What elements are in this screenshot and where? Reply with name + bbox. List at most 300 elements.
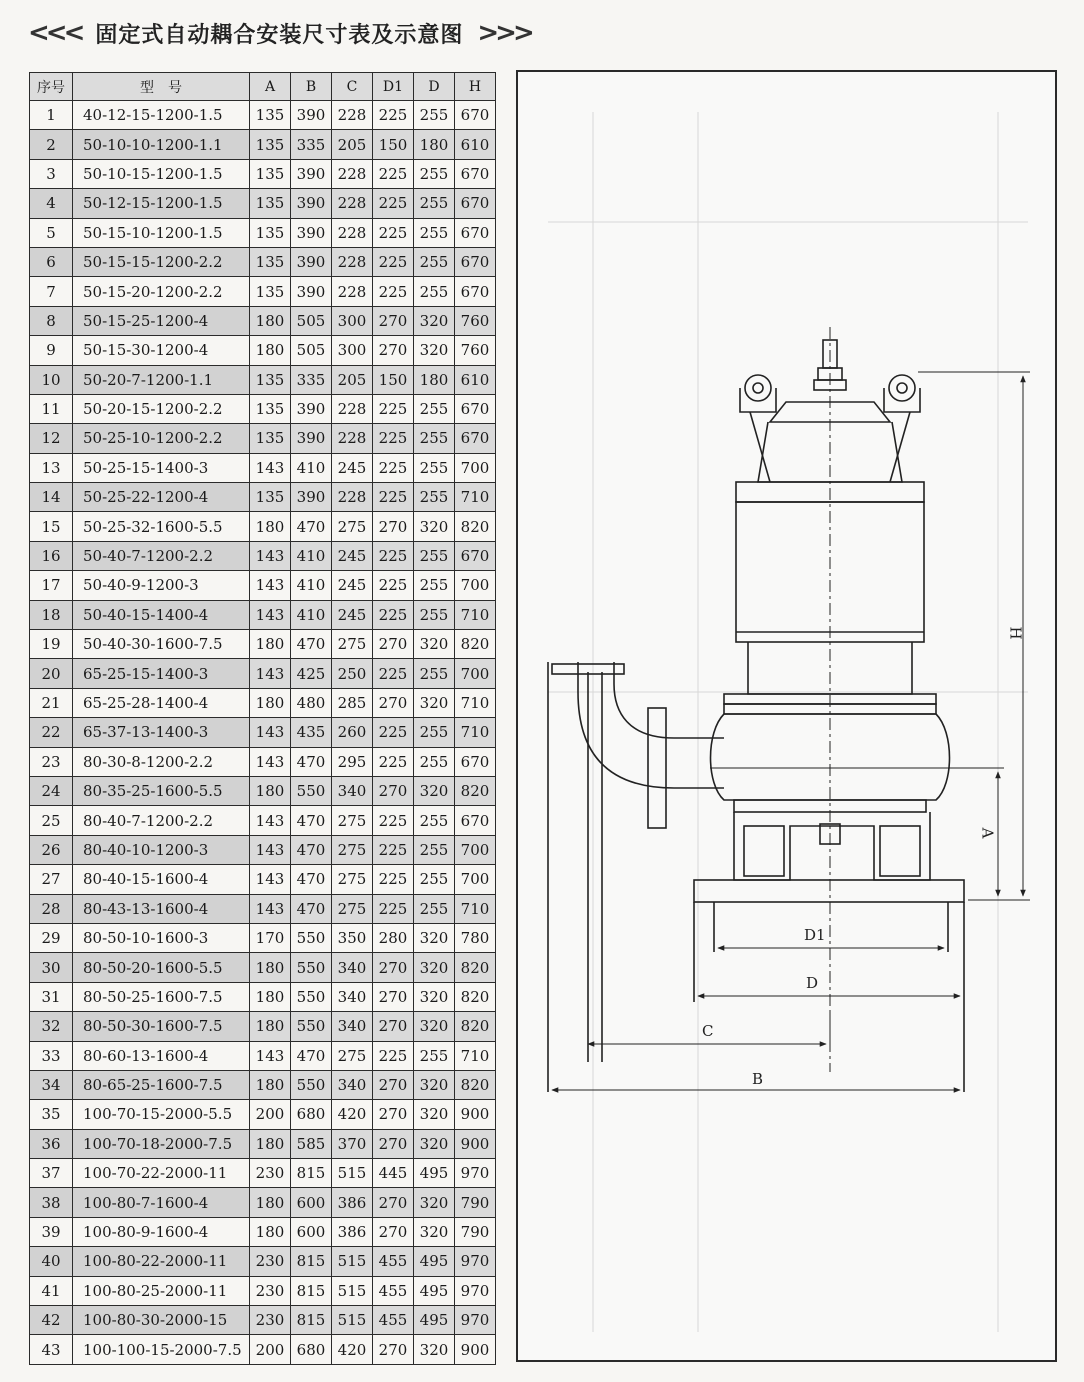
dim-a: 230: [250, 1276, 291, 1305]
dim-h: 670: [455, 159, 496, 188]
dim-d1: 270: [373, 1100, 414, 1129]
row-index: 34: [30, 1070, 73, 1099]
dim-d1: 225: [373, 894, 414, 923]
dim-d: 320: [414, 336, 455, 365]
dim-b: 335: [291, 365, 332, 394]
dim-d: 495: [414, 1276, 455, 1305]
dim-a: 230: [250, 1159, 291, 1188]
model: 50-12-15-1200-1.5: [73, 189, 250, 218]
title-bar: [28, 14, 531, 52]
table-row: [30, 776, 496, 805]
dim-c: 285: [332, 688, 373, 717]
model: 65-25-15-1400-3: [73, 659, 250, 688]
dim-c: 300: [332, 306, 373, 335]
dim-h: 700: [455, 571, 496, 600]
dimension-lines: [552, 372, 1030, 1090]
dim-d: 255: [414, 277, 455, 306]
header-h: H: [455, 73, 496, 101]
dim-h: 970: [455, 1159, 496, 1188]
model: 100-80-30-2000-15: [73, 1306, 250, 1335]
model: 65-37-13-1400-3: [73, 718, 250, 747]
row-index: 28: [30, 894, 73, 923]
dim-b: 550: [291, 982, 332, 1011]
dim-d1: 225: [373, 541, 414, 570]
dim-d1: 270: [373, 1188, 414, 1217]
dim-c: 300: [332, 336, 373, 365]
dim-b: 390: [291, 483, 332, 512]
dim-h: 820: [455, 1070, 496, 1099]
table-row: [30, 394, 496, 423]
dim-c: 295: [332, 747, 373, 776]
row-index: 37: [30, 1159, 73, 1188]
dim-c: 205: [332, 365, 373, 394]
dim-d1: 225: [373, 394, 414, 423]
dim-h: 900: [455, 1129, 496, 1158]
row-index: 14: [30, 483, 73, 512]
dim-b: 470: [291, 630, 332, 659]
dim-c: 245: [332, 600, 373, 629]
dim-d1: 225: [373, 659, 414, 688]
dim-d1: 225: [373, 189, 414, 218]
dim-h: 700: [455, 865, 496, 894]
dim-d: 255: [414, 424, 455, 453]
dim-a: 143: [250, 835, 291, 864]
table-row: [30, 894, 496, 923]
table-row: [30, 718, 496, 747]
row-index: 43: [30, 1335, 73, 1364]
dim-c: 340: [332, 982, 373, 1011]
dim-d: 255: [414, 218, 455, 247]
dim-d: 180: [414, 130, 455, 159]
row-index: 42: [30, 1306, 73, 1335]
dim-h: 710: [455, 1041, 496, 1070]
row-index: 38: [30, 1188, 73, 1217]
dim-b: 600: [291, 1217, 332, 1246]
model: 50-20-15-1200-2.2: [73, 394, 250, 423]
dim-h: 790: [455, 1217, 496, 1246]
dim-a: 230: [250, 1247, 291, 1276]
dim-d1: 270: [373, 1070, 414, 1099]
dim-a: 135: [250, 394, 291, 423]
dim-h: 970: [455, 1306, 496, 1335]
dim-d: 255: [414, 718, 455, 747]
row-index: 10: [30, 365, 73, 394]
dim-d1: 225: [373, 865, 414, 894]
dim-h: 900: [455, 1100, 496, 1129]
model: 50-40-15-1400-4: [73, 600, 250, 629]
table-row: [30, 218, 496, 247]
dim-d1: 455: [373, 1247, 414, 1276]
dim-b: 390: [291, 101, 332, 130]
dim-b: 390: [291, 394, 332, 423]
dim-a: 180: [250, 953, 291, 982]
dimension-label-h: H: [1006, 626, 1025, 640]
dim-d1: 270: [373, 982, 414, 1011]
dim-c: 228: [332, 483, 373, 512]
table-row: [30, 1276, 496, 1305]
table-row: [30, 424, 496, 453]
dim-a: 135: [250, 189, 291, 218]
dim-a: 180: [250, 1217, 291, 1246]
dim-c: 205: [332, 130, 373, 159]
dim-c: 245: [332, 453, 373, 482]
model: 100-80-7-1600-4: [73, 1188, 250, 1217]
header-b: B: [291, 73, 332, 101]
dim-a: 143: [250, 806, 291, 835]
table-row: [30, 688, 496, 717]
row-index: 26: [30, 835, 73, 864]
dim-a: 180: [250, 982, 291, 1011]
table-row: [30, 600, 496, 629]
dim-b: 410: [291, 600, 332, 629]
dim-d: 255: [414, 541, 455, 570]
dim-a: 143: [250, 1041, 291, 1070]
page-title: 固定式自动耦合安装尺寸表及示意图: [95, 22, 464, 48]
table-row: [30, 1306, 496, 1335]
model: 50-15-10-1200-1.5: [73, 218, 250, 247]
model: 50-25-22-1200-4: [73, 483, 250, 512]
dim-h: 820: [455, 1012, 496, 1041]
dim-d1: 225: [373, 1041, 414, 1070]
dim-a: 200: [250, 1335, 291, 1364]
dim-d1: 445: [373, 1159, 414, 1188]
dimension-label-a: A: [978, 827, 997, 839]
dim-c: 370: [332, 1129, 373, 1158]
dim-a: 143: [250, 747, 291, 776]
dim-d: 320: [414, 1188, 455, 1217]
model: 65-25-28-1400-4: [73, 688, 250, 717]
dim-c: 275: [332, 630, 373, 659]
row-index: 20: [30, 659, 73, 688]
dim-a: 143: [250, 453, 291, 482]
row-index: 2: [30, 130, 73, 159]
model: 50-15-20-1200-2.2: [73, 277, 250, 306]
dim-b: 505: [291, 336, 332, 365]
row-index: 24: [30, 776, 73, 805]
dim-h: 900: [455, 1335, 496, 1364]
model: 50-15-25-1200-4: [73, 306, 250, 335]
dim-d: 255: [414, 835, 455, 864]
row-index: 6: [30, 247, 73, 276]
pump-body: [548, 327, 964, 1092]
model: 80-50-30-1600-7.5: [73, 1012, 250, 1041]
dim-d: 180: [414, 365, 455, 394]
row-index: 18: [30, 600, 73, 629]
dim-b: 390: [291, 247, 332, 276]
dim-d: 320: [414, 1335, 455, 1364]
dim-b: 815: [291, 1247, 332, 1276]
dim-d: 255: [414, 659, 455, 688]
row-index: 1: [30, 101, 73, 130]
header-index: 序号: [30, 73, 73, 101]
dim-a: 135: [250, 365, 291, 394]
dim-b: 680: [291, 1335, 332, 1364]
dim-h: 610: [455, 365, 496, 394]
row-index: 36: [30, 1129, 73, 1158]
dim-d1: 225: [373, 718, 414, 747]
model: 50-10-15-1200-1.5: [73, 159, 250, 188]
dim-d: 255: [414, 189, 455, 218]
dim-d1: 225: [373, 806, 414, 835]
dim-h: 710: [455, 688, 496, 717]
dim-d: 320: [414, 1217, 455, 1246]
dim-h: 670: [455, 101, 496, 130]
dim-h: 710: [455, 894, 496, 923]
dim-d: 495: [414, 1306, 455, 1335]
model: 100-80-9-1600-4: [73, 1217, 250, 1246]
dim-d1: 280: [373, 923, 414, 952]
dim-a: 143: [250, 600, 291, 629]
table-row: [30, 630, 496, 659]
dim-h: 710: [455, 600, 496, 629]
dim-b: 390: [291, 424, 332, 453]
table-row: [30, 277, 496, 306]
dim-b: 335: [291, 130, 332, 159]
table-row: [30, 453, 496, 482]
dim-c: 515: [332, 1159, 373, 1188]
dim-d: 320: [414, 306, 455, 335]
dim-d: 320: [414, 1100, 455, 1129]
dim-h: 670: [455, 394, 496, 423]
dim-c: 228: [332, 394, 373, 423]
dim-b: 815: [291, 1159, 332, 1188]
table-row: [30, 336, 496, 365]
dim-d: 255: [414, 571, 455, 600]
dim-c: 228: [332, 424, 373, 453]
dim-b: 550: [291, 776, 332, 805]
dim-b: 550: [291, 923, 332, 952]
table-body: [30, 101, 496, 1365]
row-index: 16: [30, 541, 73, 570]
dim-a: 200: [250, 1100, 291, 1129]
table-row: [30, 806, 496, 835]
dim-h: 670: [455, 247, 496, 276]
table-row: [30, 1188, 496, 1217]
table-row: [30, 747, 496, 776]
dim-h: 670: [455, 747, 496, 776]
dim-d1: 225: [373, 747, 414, 776]
dim-c: 228: [332, 218, 373, 247]
dim-c: 340: [332, 1012, 373, 1041]
dim-d: 320: [414, 630, 455, 659]
dim-c: 386: [332, 1188, 373, 1217]
dim-d1: 455: [373, 1306, 414, 1335]
dim-c: 275: [332, 1041, 373, 1070]
dim-b: 470: [291, 865, 332, 894]
dim-h: 790: [455, 1188, 496, 1217]
dim-c: 228: [332, 101, 373, 130]
row-index: 22: [30, 718, 73, 747]
dim-b: 425: [291, 659, 332, 688]
dim-b: 470: [291, 835, 332, 864]
background-grid: [548, 112, 1028, 1332]
row-index: 31: [30, 982, 73, 1011]
dim-a: 180: [250, 776, 291, 805]
dimension-label-d1: D1: [804, 926, 826, 944]
model: 100-70-22-2000-11: [73, 1159, 250, 1188]
table-row: [30, 189, 496, 218]
dim-d: 255: [414, 483, 455, 512]
table-row: [30, 1100, 496, 1129]
dim-h: 610: [455, 130, 496, 159]
dim-d1: 225: [373, 247, 414, 276]
row-index: 27: [30, 865, 73, 894]
row-index: 21: [30, 688, 73, 717]
row-index: 19: [30, 630, 73, 659]
model: 50-10-10-1200-1.1: [73, 130, 250, 159]
row-index: 23: [30, 747, 73, 776]
table-row: [30, 1159, 496, 1188]
dim-b: 470: [291, 1041, 332, 1070]
dim-a: 143: [250, 571, 291, 600]
dim-d: 320: [414, 776, 455, 805]
dim-d: 320: [414, 688, 455, 717]
dim-b: 470: [291, 512, 332, 541]
dim-d: 320: [414, 1129, 455, 1158]
dim-d: 255: [414, 806, 455, 835]
dim-b: 470: [291, 747, 332, 776]
dim-d1: 270: [373, 630, 414, 659]
dim-a: 135: [250, 247, 291, 276]
table-row: [30, 306, 496, 335]
dim-a: 143: [250, 865, 291, 894]
table-row: [30, 835, 496, 864]
table-row: [30, 1070, 496, 1099]
dim-d1: 270: [373, 1335, 414, 1364]
row-index: 8: [30, 306, 73, 335]
dim-c: 275: [332, 835, 373, 864]
model: 50-15-15-1200-2.2: [73, 247, 250, 276]
dim-d: 255: [414, 894, 455, 923]
dim-h: 820: [455, 512, 496, 541]
dim-b: 815: [291, 1276, 332, 1305]
dim-c: 420: [332, 1100, 373, 1129]
dim-h: 820: [455, 776, 496, 805]
dim-b: 505: [291, 306, 332, 335]
row-index: 30: [30, 953, 73, 982]
dim-b: 470: [291, 806, 332, 835]
model: 80-40-15-1600-4: [73, 865, 250, 894]
dim-a: 135: [250, 424, 291, 453]
dim-d: 320: [414, 512, 455, 541]
table-row: [30, 130, 496, 159]
dim-c: 340: [332, 776, 373, 805]
dim-c: 275: [332, 512, 373, 541]
row-index: 13: [30, 453, 73, 482]
dim-d: 255: [414, 865, 455, 894]
dim-d1: 270: [373, 953, 414, 982]
dim-h: 820: [455, 982, 496, 1011]
table-row: [30, 512, 496, 541]
table-row: [30, 865, 496, 894]
model: 50-20-7-1200-1.1: [73, 365, 250, 394]
dim-c: 515: [332, 1276, 373, 1305]
dim-b: 410: [291, 541, 332, 570]
row-index: 25: [30, 806, 73, 835]
dim-d: 255: [414, 101, 455, 130]
dim-d: 320: [414, 1012, 455, 1041]
dim-d1: 270: [373, 1129, 414, 1158]
dim-b: 550: [291, 1012, 332, 1041]
dim-a: 230: [250, 1306, 291, 1335]
dim-d: 255: [414, 247, 455, 276]
row-index: 41: [30, 1276, 73, 1305]
dimension-label-c: C: [702, 1022, 714, 1040]
dim-c: 340: [332, 1070, 373, 1099]
model: 50-15-30-1200-4: [73, 336, 250, 365]
model: 80-50-25-1600-7.5: [73, 982, 250, 1011]
dim-h: 670: [455, 424, 496, 453]
table-row: [30, 101, 496, 130]
header-c: C: [332, 73, 373, 101]
model: 80-40-10-1200-3: [73, 835, 250, 864]
dim-d: 255: [414, 747, 455, 776]
dim-d1: 270: [373, 1012, 414, 1041]
dim-b: 550: [291, 1070, 332, 1099]
model: 50-25-10-1200-2.2: [73, 424, 250, 453]
dim-b: 390: [291, 159, 332, 188]
dim-h: 760: [455, 306, 496, 335]
dim-h: 710: [455, 718, 496, 747]
dim-d1: 270: [373, 776, 414, 805]
dim-d1: 225: [373, 835, 414, 864]
model: 80-50-20-1600-5.5: [73, 953, 250, 982]
table-row: [30, 159, 496, 188]
model: 80-60-13-1600-4: [73, 1041, 250, 1070]
dim-c: 340: [332, 953, 373, 982]
dim-h: 820: [455, 953, 496, 982]
dim-d1: 225: [373, 453, 414, 482]
dim-h: 670: [455, 541, 496, 570]
model: 100-100-15-2000-7.5: [73, 1335, 250, 1364]
dim-d1: 270: [373, 688, 414, 717]
dim-c: 515: [332, 1247, 373, 1276]
dimension-label-d: D: [806, 974, 819, 992]
model: 100-80-22-2000-11: [73, 1247, 250, 1276]
dim-a: 143: [250, 659, 291, 688]
dim-a: 135: [250, 130, 291, 159]
dim-d1: 455: [373, 1276, 414, 1305]
dim-h: 700: [455, 659, 496, 688]
dim-d: 495: [414, 1247, 455, 1276]
row-index: 3: [30, 159, 73, 188]
dim-b: 435: [291, 718, 332, 747]
dim-a: 180: [250, 1012, 291, 1041]
dim-a: 143: [250, 718, 291, 747]
dim-h: 670: [455, 806, 496, 835]
dim-a: 143: [250, 541, 291, 570]
row-index: 11: [30, 394, 73, 423]
dim-h: 710: [455, 483, 496, 512]
dim-c: 275: [332, 865, 373, 894]
dim-c: 245: [332, 571, 373, 600]
dim-a: 170: [250, 923, 291, 952]
dim-c: 275: [332, 806, 373, 835]
dim-a: 180: [250, 1070, 291, 1099]
dim-d1: 225: [373, 424, 414, 453]
dim-d: 320: [414, 982, 455, 1011]
model: 80-65-25-1600-7.5: [73, 1070, 250, 1099]
spec-table-container: [29, 72, 495, 1365]
dim-a: 180: [250, 336, 291, 365]
table-row: [30, 571, 496, 600]
dimension-label-b: B: [752, 1070, 764, 1088]
dim-h: 700: [455, 835, 496, 864]
row-index: 17: [30, 571, 73, 600]
table-row: [30, 923, 496, 952]
table-row: [30, 1129, 496, 1158]
dim-b: 680: [291, 1100, 332, 1129]
